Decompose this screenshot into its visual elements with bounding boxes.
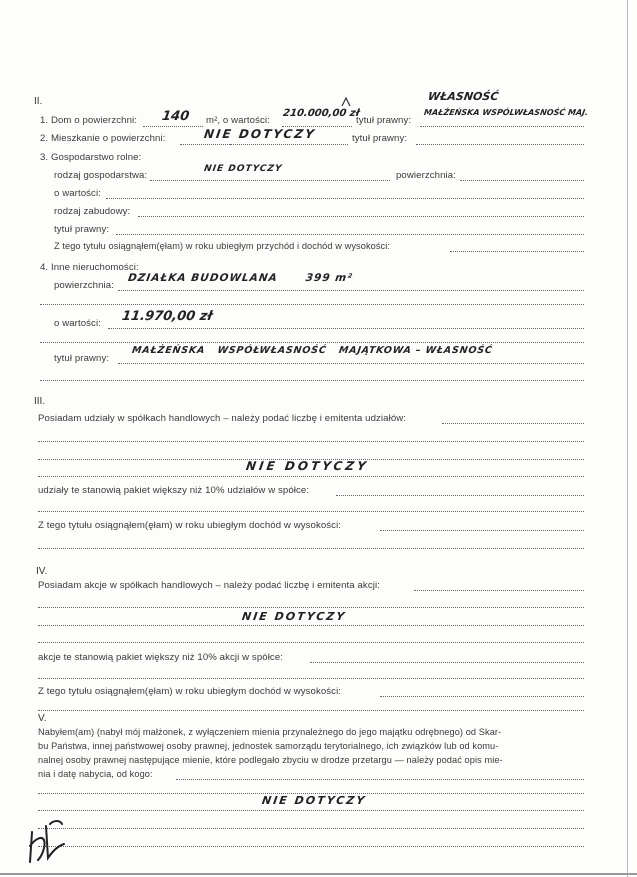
other-title-label: tytuł prawny: [54, 353, 110, 364]
farm-income-dots [450, 251, 584, 252]
acquisition-line-3: nalnej osoby prawnej następujące mienie, które podlegało zbyciu w drodze przetargu — należy podać opis mie- [38, 755, 503, 765]
acquisition-line-2: bu Państwa, innej państwowej osoby prawnej, jednostek samorządu terytorialnego, ich związków lub od komu- [38, 741, 499, 751]
flat-title-dots [416, 144, 584, 145]
stocks-dots-4 [38, 642, 584, 643]
acquisition-answer-handwritten: NIE DOTYCZY [261, 794, 368, 807]
stocks-income-label: Z tego tytułu osiągnąłem(ęłam) w roku ubiegłym dochód w wysokości: [38, 686, 342, 697]
shares-packet-label: udziały te stanowią pakiet większy niż 10% udziałów w spółce: [38, 485, 310, 496]
acquisition-dots-5 [38, 846, 584, 847]
stocks-dots-3 [38, 625, 584, 626]
farm-title-dots [116, 234, 584, 235]
other-area-dots [118, 290, 584, 291]
shares-income-dots [380, 530, 584, 531]
flat-title-label: tytuł prawny: [352, 133, 408, 144]
acquisition-line-1: Nabyłem(am) (nabył mój małżonek, z wyłączeniem mienia przynależnego do jego majątku odrębnego) od Skar- [38, 727, 502, 737]
farm-label: 3. Gospodarstwo rolne: [40, 152, 142, 163]
flat-value-dots [230, 144, 348, 145]
shares-label: Posiadam udziały w spółkach handlowych – należy podać liczbę i emitenta udziałów: [38, 413, 407, 424]
acquisition-dots-4 [38, 828, 584, 829]
dom-value-label: m², o wartości: [206, 115, 270, 126]
shares-income-dots-2 [38, 548, 584, 549]
section-ii-heading: II. [34, 96, 43, 107]
shares-dots-1 [442, 423, 584, 424]
scan-edge-bottom [0, 873, 637, 875]
dom-title-handwritten-top: WŁASNOŚĆ [427, 90, 500, 103]
shares-income-label: Z tego tytułu osiągnąłem(ęłam) w roku ubiegłym dochód w wysokości: [38, 520, 342, 531]
stocks-answer-handwritten: NIE DOTYCZY [241, 610, 348, 623]
stocks-packet-dots-2 [38, 678, 584, 679]
stocks-income-dots-2 [38, 710, 584, 711]
other-value-dots-2 [40, 342, 584, 343]
section-v-heading: V. [38, 713, 47, 724]
dom-area-label: 1. Dom o powierzchni: [40, 115, 138, 126]
other-value-handwritten: 11.970,00 zł [120, 309, 214, 324]
farm-building-label: rodzaj zabudowy: [54, 206, 131, 217]
dom-title-dots [420, 126, 584, 127]
acquisition-dots-1 [176, 779, 584, 780]
stocks-packet-label: akcje te stanowią pakiet większy niż 10% akcji w spółce: [38, 652, 284, 663]
farm-income-label: Z tego tytułu osiągnąłem(ęłam) w roku ubiegłym przychód i dochód w wysokości: [54, 241, 391, 251]
farm-area-label: powierzchnia: [396, 170, 456, 181]
stocks-dots-2 [38, 607, 584, 608]
scan-edge-right [627, 0, 628, 877]
other-property-label: 4. Inne nieruchomości: [40, 262, 139, 273]
shares-packet-dots [336, 495, 584, 496]
other-value-dots [108, 328, 584, 329]
acquisition-dots-3 [38, 810, 584, 811]
dom-title-label: tytuł prawny: [356, 115, 412, 126]
signature-initials [26, 816, 70, 866]
farm-type-label: rodzaj gospodarstwa: [54, 170, 148, 181]
stocks-dots-1 [414, 590, 584, 591]
farm-title-label: tytuł prawny: [54, 224, 110, 235]
farm-type-dots [150, 180, 390, 181]
section-iii-heading: III. [34, 396, 46, 407]
dom-area-dots [143, 126, 203, 127]
farm-value-label: o wartości: [54, 188, 101, 199]
farm-type-handwritten: NIE DOTYCZY [203, 164, 283, 174]
dom-title-handwritten: MAŁŻEŃSKA WSPÓLWŁASNOŚĆ MAJ. [423, 108, 589, 117]
other-title-dots [118, 363, 584, 364]
stocks-label: Posiadam akcje w spółkach handlowych – należy podać liczbę i emitenta akcji: [38, 580, 380, 591]
shares-packet-dots-2 [38, 511, 584, 512]
farm-value-dots [106, 198, 584, 199]
stocks-packet-dots [310, 662, 584, 663]
section-iv-heading: IV. [36, 566, 48, 577]
acquisition-line-4: nia i datę nabycia, od kogo: [38, 769, 153, 779]
dom-value-handwritten: 210.000,00 zł [282, 108, 361, 119]
shares-answer-handwritten: NIE DOTYCZY [245, 459, 370, 473]
other-area-label: powierzchnia: [54, 280, 114, 291]
other-value-label: o wartości: [54, 318, 101, 329]
flat-area-label: 2. Mieszkanie o powierzchni: [40, 133, 166, 144]
ink-tick-mark [340, 96, 360, 108]
shares-dots-4 [38, 476, 584, 477]
dom-area-handwritten: 140 [160, 109, 191, 124]
other-title-handwritten: MAŁŻEŃSKA WSPÓŁWŁASNOŚĆ MAJĄTKOWA – WŁASNOŚĆ [131, 345, 494, 356]
other-title-dots-2 [40, 380, 584, 381]
flat-handwritten: NIE DOTYCZY [203, 127, 317, 141]
other-area-dots-2 [40, 304, 584, 305]
farm-building-dots [138, 216, 584, 217]
shares-dots-2 [38, 441, 584, 442]
other-area-handwritten: DZIAŁKA BUDOWLANA 399 m² [127, 272, 354, 284]
farm-area-dots [460, 180, 584, 181]
flat-area-dots [180, 144, 230, 145]
stocks-income-dots [380, 696, 584, 697]
